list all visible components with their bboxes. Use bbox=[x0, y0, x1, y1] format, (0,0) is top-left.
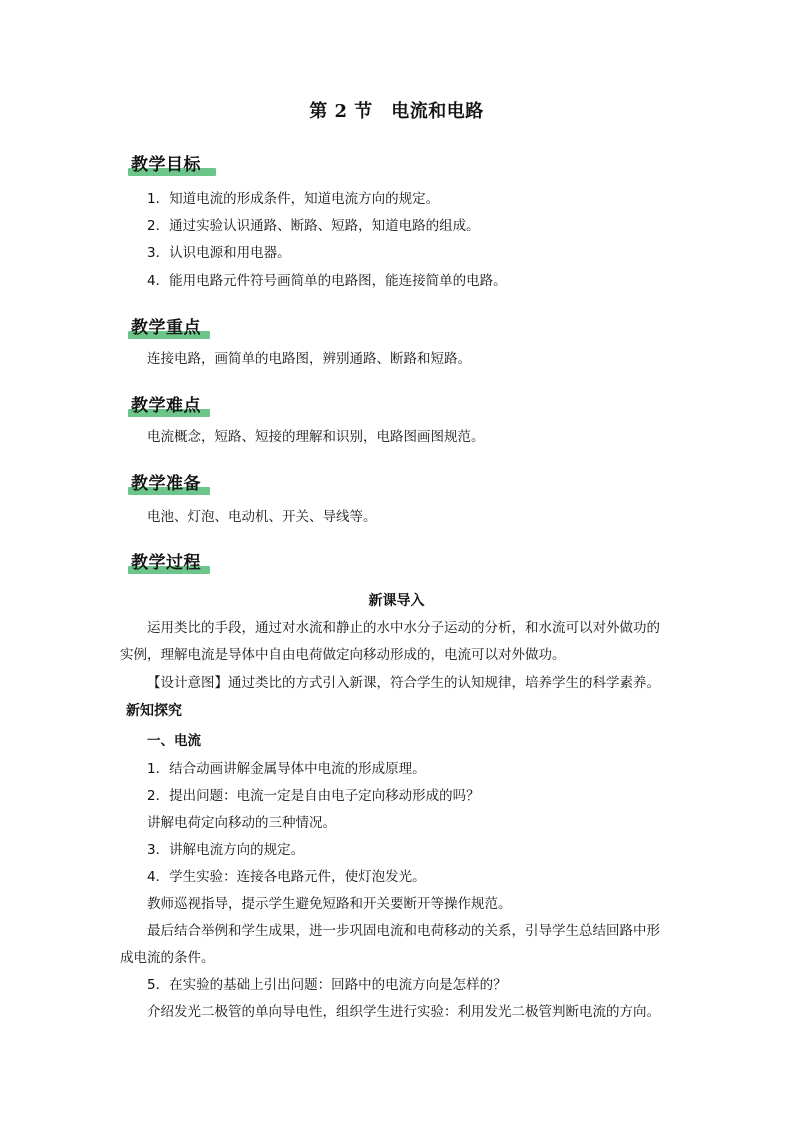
process-line: 4．学生实验：连接各电路元件，使灯泡发光。 bbox=[147, 869, 426, 885]
objective-item: 2．通过实验认识通路、断路、短路，知道电路的组成。 bbox=[147, 218, 480, 234]
section-heading-label: 教学准备 bbox=[131, 474, 201, 494]
process-line: 最后结合举例和学生成果，进一步巩固电流和电荷移动的关系，引导学生总结回路中形 bbox=[147, 923, 660, 939]
explore-title: 新知探究 bbox=[126, 703, 182, 719]
page-title: 第 2 节 电流和电路 bbox=[309, 101, 484, 122]
intro-title: 新课导入 bbox=[368, 593, 425, 609]
process-line: 1．结合动画讲解金属导体中电流的形成原理。 bbox=[147, 761, 426, 777]
process-line: 讲解电荷定向移动的三种情况。 bbox=[147, 815, 336, 831]
intro-paragraph-line: 实例，理解电流是导体中自由电荷做定向移动形成的，电流可以对外做功。 bbox=[120, 647, 566, 663]
objective-item: 4．能用电路元件符号画简单的电路图，能连接简单的电路。 bbox=[147, 273, 507, 289]
intro-paragraph-line: 运用类比的手段，通过对水流和静止的水中水分子运动的分析，和水流可以对外做功的 bbox=[147, 620, 660, 636]
process-line: 介绍发光二极管的单向导电性，组织学生进行实验：利用发光二极管判断电流的方向。 bbox=[147, 1004, 660, 1020]
process-line: 5．在实验的基础上引出问题：回路中的电流方向是怎样的？ bbox=[147, 977, 507, 993]
section-heading-preparation bbox=[128, 469, 207, 495]
key-points-text: 连接电路，画简单的电路图，辨别通路、断路和短路。 bbox=[147, 351, 471, 367]
design-intent-text: 【设计意图】通过类比的方式引入新课，符合学生的认知规律，培养学生的科学素养。 bbox=[147, 675, 660, 691]
difficulties-text: 电流概念，短路、短接的理解和识别，电路图画图规范。 bbox=[147, 429, 485, 445]
section-heading-objectives bbox=[128, 150, 207, 176]
section-heading-label: 教学过程 bbox=[131, 553, 201, 573]
section-heading-difficulties bbox=[128, 391, 207, 417]
objective-item: 3．认识电源和用电器。 bbox=[147, 245, 291, 261]
section-heading-process bbox=[128, 548, 207, 574]
section-heading-label: 教学难点 bbox=[131, 396, 201, 416]
section-heading-label: 教学重点 bbox=[131, 318, 201, 338]
section-heading-label: 教学目标 bbox=[131, 155, 201, 175]
process-line: 教师巡视指导，提示学生避免短路和开关要断开等操作规范。 bbox=[147, 896, 512, 912]
section-heading-key-points bbox=[128, 313, 207, 339]
process-line: 2．提出问题：电流一定是自由电子定向移动形成的吗？ bbox=[147, 788, 480, 804]
subsection-title-current: 一、电流 bbox=[147, 733, 201, 749]
objective-item: 1．知道电流的形成条件，知道电流方向的规定。 bbox=[147, 191, 440, 207]
process-line: 成电流的条件。 bbox=[120, 950, 215, 966]
process-line: 3．讲解电流方向的规定。 bbox=[147, 842, 305, 858]
preparation-text: 电池、灯泡、电动机、开关、导线等。 bbox=[147, 509, 377, 525]
